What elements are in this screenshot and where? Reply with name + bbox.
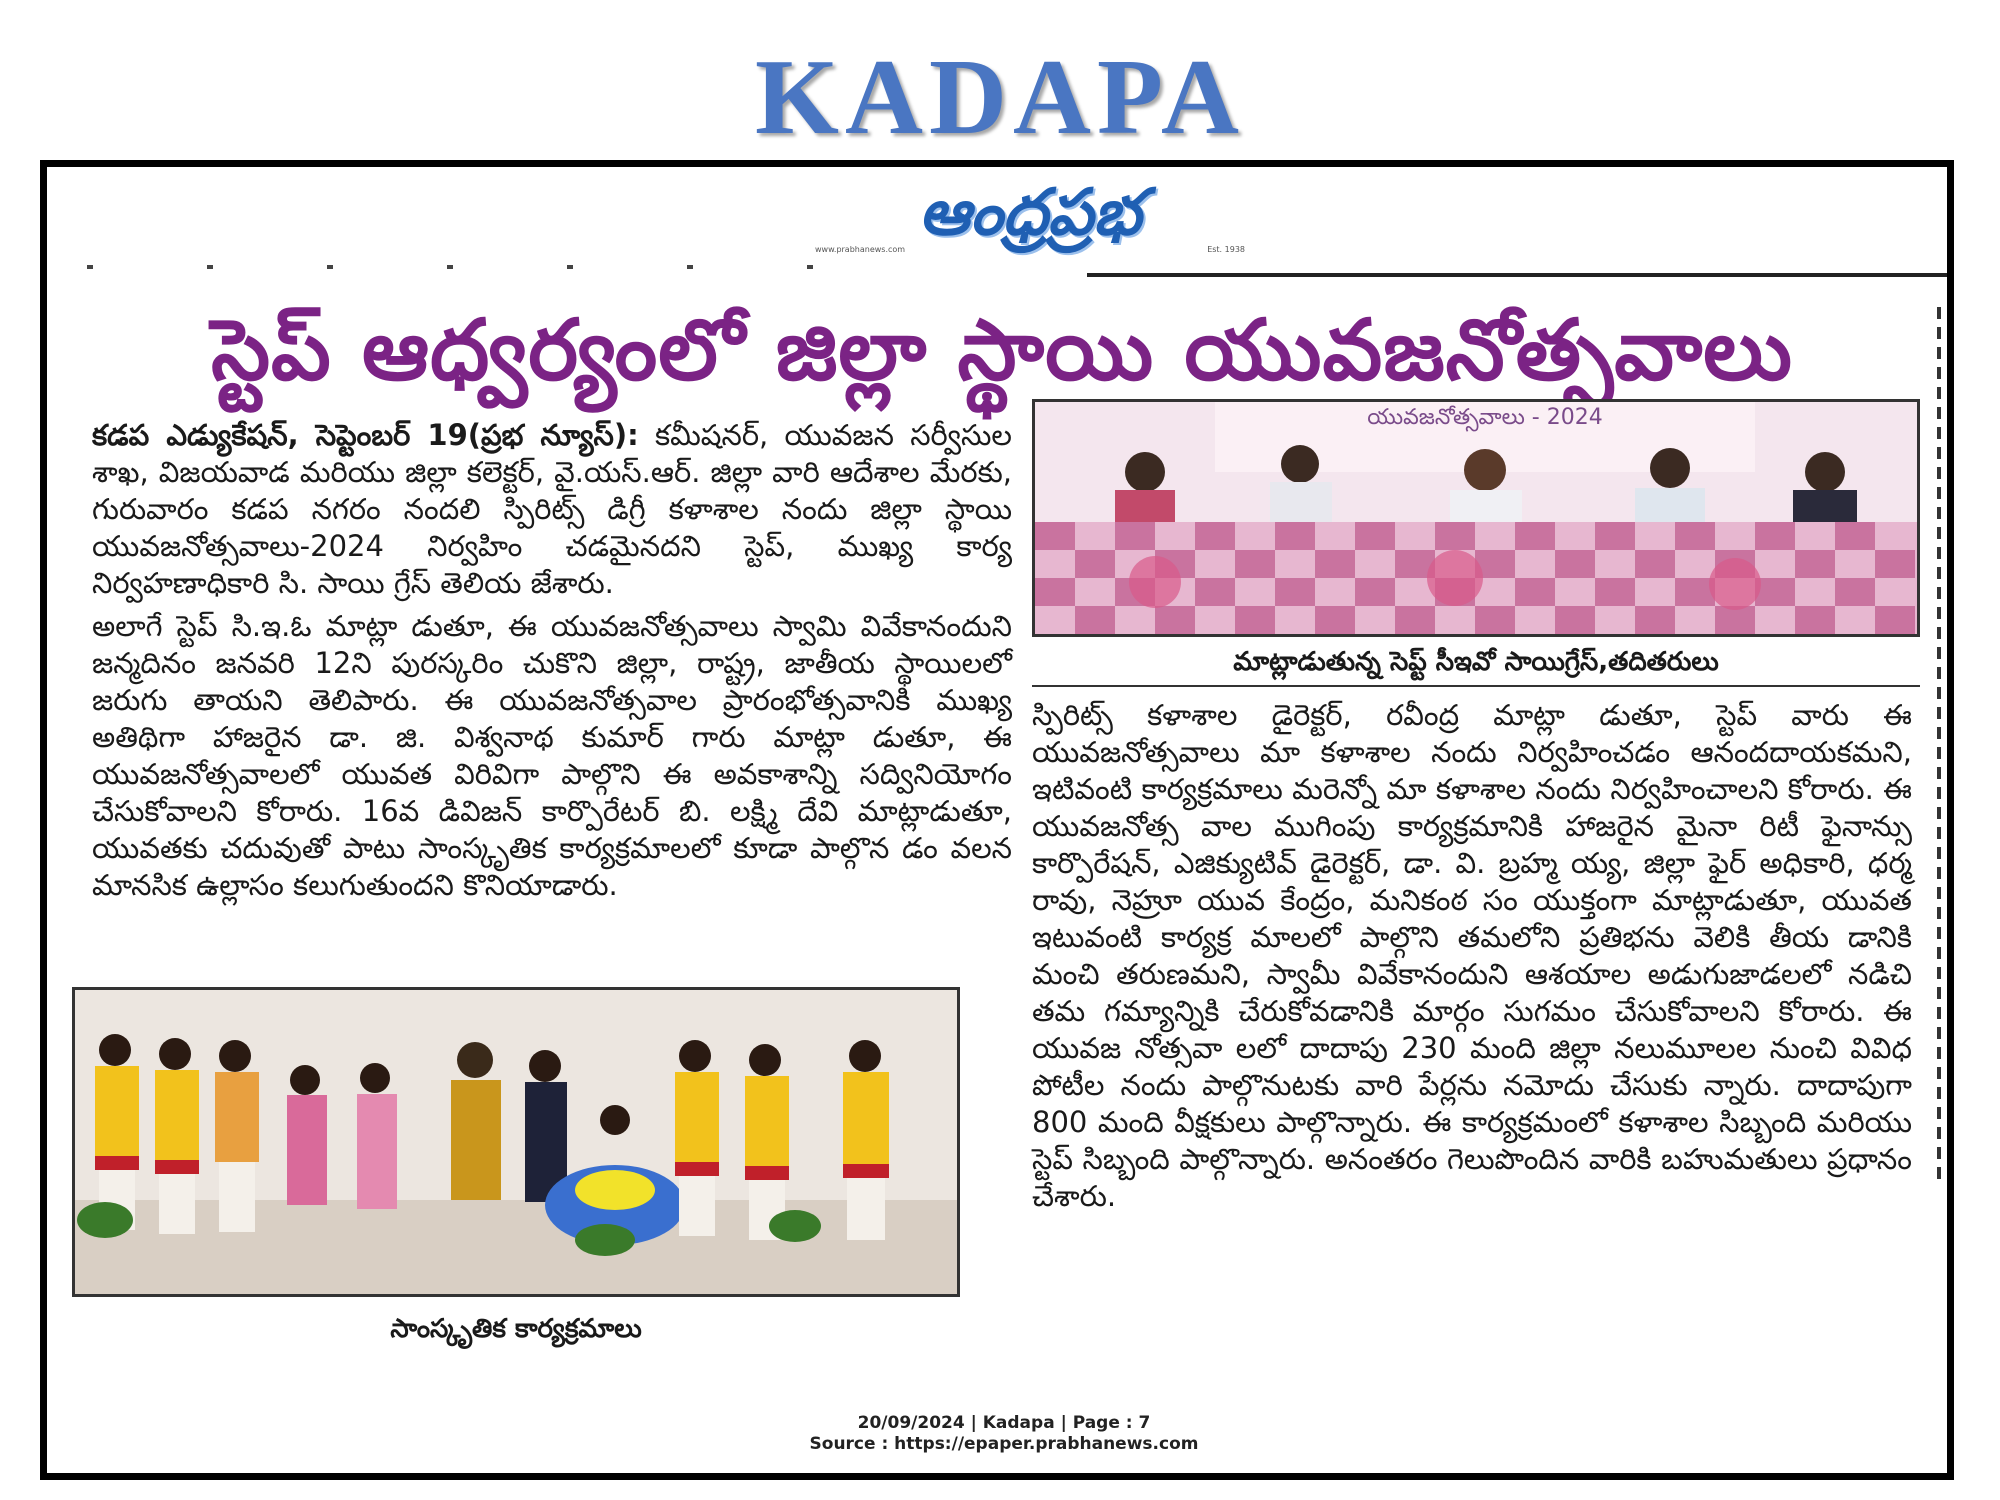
masthead — [805, 177, 1255, 257]
footer-source: Source : https://epaper.prabhanews.com — [809, 1434, 1199, 1454]
article-dateline: కడప ఎడ్యుకేషన్, సెప్టెంబర్ 19(ప్రభ న్యూస్): — [92, 418, 639, 452]
cultural-program-photo — [72, 987, 960, 1297]
meeting-banner-text: యువజనోత్సవాలు - 2024 — [1367, 405, 1603, 430]
caption-rule — [1032, 685, 1920, 687]
page-heading: KADAPA — [755, 38, 1245, 157]
article-paragraph-3: స్పిరిట్స్ కళాశాల డైరెక్టర్, రవీంద్ర మాట్లా డుతూ, స్టెప్ వారు ఈ యువజనోత్సవాలు మా కళాశాల నందు నిర్వహించడం ఆనందదాయకమని, ఇటివంటి కార్యక్రమాలు మరెన్నో మా కళాశాల నందు నిర్వహించాలని కోరారు. ఈ యువజనోత్స వాల ముగింపు కార్యక్రమానికి హాజరైన మైనా రిటీ ఫైనాన్సు కార్పొరేషన్, ఎజిక్యుటివ్ డైరెక్టర్, డా. వి. బ్రహ్మ య్య, జిల్లా ఫైర్ అధికారి, ధర్మ రావు, నెహ్రూ యువ కేంద్రం, మనికంఠ సం యుక్తంగా మాట్లాడుతూ, యువత ఇటువంటి కార్యక్ర మాలలో పాల్గొని తమలోని ప్రతిభను వెలికి తీయ డానికి మంచి తరుణమని, స్వామీ వివేకానందుని ఆశయాల అడుగుజాడలలో నడిచి తమ గమ్యాన్నికి చేరుకోవడానికి మార్గం సుగమం చేసుకోవాలని కోరారు. ఈ యువజ నోత్సవా లలో దాదాపు 230 మంది జిల్లా నలుమూలల నుంచి వివిధ పోటీల నందు పాల్గొనుటకు వారి పేర్లను నమోదు చేసుకు న్నారు. దాదాపుగా 800 మంది వీక్షకులు పాల్గొన్నారు. ఈ కార్యక్రమంలో కళాశాల సిబ్బంది మరియు స్టెప్ సిబ్బంది పాల్గొన్నారు. అనంతరం గెలుపొందిన వారికి బహుమతులు ప్రధానం చేశారు. — [1032, 698, 1912, 1213]
cultural-program-caption: సాంస్కృతిక కార్యక్రమాలు — [390, 1314, 642, 1344]
article-paragraph-2: అలాగే స్టెప్ సి.ఇ.ఓ మాట్లా డుతూ, ఈ యువజనోత్సవాలు స్వామి వివేకానందుని జన్మదినం జనవరి 12ని పురస్కరిం చుకొని జిల్లా, రాష్ట్ర, జాతీయ స్థాయిలలో జరుగు తాయని తెలిపారు. ఈ యువజనోత్సవాల ప్రారంభోత్సవానికి ముఖ్య అతిథిగా హాజరైన డా. జి. విశ్వనాథ కుమార్ గారు మాట్లా డుతూ, ఈ యువజనోత్సవాలలో యువత విరివిగా పాల్గొని ఈ అవకాశాన్ని సద్వినియోగం చేసుకోవాలని కోరారు. 16వ డివిజన్ కార్పొరేటర్ బి. లక్ష్మి దేవి మాట్లాడుతూ, యువతకు చదువుతో పాటు సాంస్కృతిక కార్యక్రమాలలో కూడా పాల్గొన డం వలన మానసిక ఉల్లాసం కలుగుతుందని కొనియాడారు. — [92, 609, 1012, 902]
article-paragraph-1 — [92, 417, 1012, 602]
masthead-established: Est. 1938 — [1207, 245, 1245, 254]
top-dashed-rule — [87, 265, 867, 269]
right-column-rule — [1937, 307, 1941, 1187]
meeting-photo — [1032, 399, 1920, 637]
footer-date-page: 20/09/2024 | Kadapa | Page : 7 — [857, 1413, 1151, 1433]
masthead-logo: ఆంధ్రప్రభ — [918, 177, 1142, 248]
newspaper-clipping — [40, 160, 1954, 1480]
meeting-photo-caption: మాట్లాడుతున్న సెప్ట్ సీఇవో సాయిగ్రేస్,తదితరులు — [1233, 647, 1719, 677]
tablecloth — [1035, 522, 1917, 634]
masthead-tagline — [815, 245, 1245, 257]
paragraph-1-text: కమీషనర్, యువజన సర్వీసుల శాఖ, విజయవాడ మరియు జిల్లా కలెక్టర్, వై.యస్.ఆర్. జిల్లా వారి ఆదేశాల మేరకు, గురువారం కడప నగరం నందలి స్పిరిట్స్ డిగ్రీ కళాశాల నందు జిల్లా స్థాయి యువజనోత్సవాలు-2024 నిర్వహిం చడమైనదని స్టెప్, ముఖ్య కార్య నిర్వహణాధికారి సి. సాయి గ్రేస్ తెలియ జేశారు. — [92, 418, 1012, 600]
article-headline: స్టెప్ ఆధ్వర్యంలో జిల్లా స్థాయి యువజనోత్సవాలు — [211, 301, 1793, 399]
right-column — [1032, 697, 1912, 1215]
left-column — [92, 417, 1012, 904]
meeting-photo-image — [1035, 402, 1917, 634]
clipping-footer — [47, 1413, 1961, 1455]
top-rule — [1087, 273, 1947, 277]
cultural-program-image — [75, 990, 957, 1294]
masthead-website: www.prabhanews.com — [815, 245, 906, 254]
